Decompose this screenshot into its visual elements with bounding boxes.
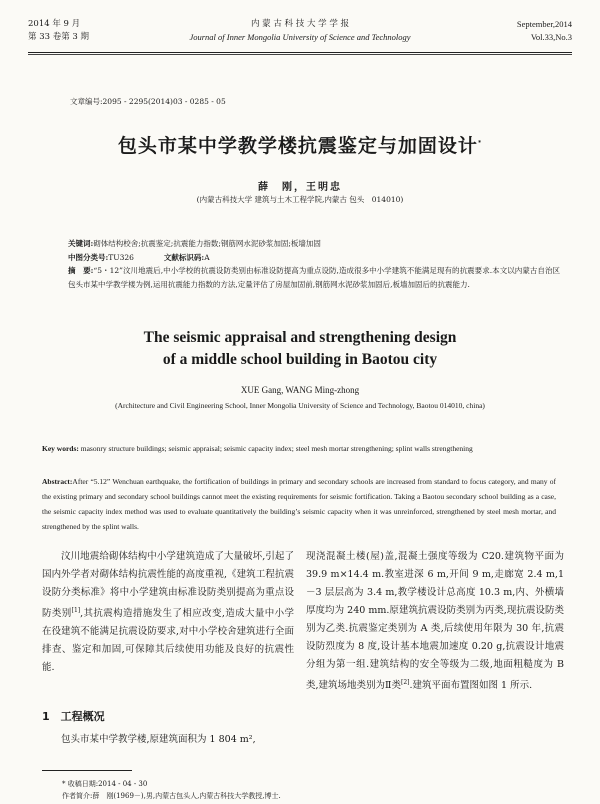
doc-code-value: A	[204, 253, 210, 262]
abstract-en-text: After “5.12” Wenchuan earthquake, the fortification of buildings in primary and secondary schools are increased from standard to focus category, and many of the existing primary and secondary school buildings cannot meet the existing requirements for seismic fortification. Taking a Baotou secondary school building as a case, the seismic capacity index method was used to evaluate quantitatively the building’s seismic capacity when it was unreinforced, strengthened by steel mesh mortar, and strengthened by the splint walls.	[42, 477, 556, 531]
right-column-paragraph	[306, 548, 564, 695]
header-rule	[28, 52, 572, 53]
body-right-column	[306, 548, 564, 695]
article-number: 文章编号:2095 - 2295(2014)03 - 0285 - 05	[70, 97, 226, 106]
title-zh	[0, 131, 600, 158]
section-1-heading: 1 工程概况	[42, 710, 105, 723]
footnote-rule	[42, 770, 132, 771]
doc-code-label: 文献标识码:	[163, 253, 205, 262]
journal-name-zh: 内 蒙 古 科 技 大 学 学 报	[250, 19, 350, 29]
body-left-column	[42, 548, 294, 677]
keywords-en	[42, 442, 556, 455]
intro-tail-text: ,其抗震构造措施发生了相应改变,造成大量中小学在役建筑不能满足抗震设防要求,对中小学校舍建筑进行全面排查、鉴定和加固,可保障其后续使用功能及良好的抗震性能.	[42, 608, 294, 674]
clc-value: TU326	[108, 253, 134, 262]
abstract-zh	[68, 264, 560, 292]
affiliation-zh: (内蒙古科技大学 建筑与土木工程学院,内蒙古 包头 014010)	[196, 195, 404, 204]
abstract-zh-label: 摘 要:	[68, 266, 94, 275]
keywords-zh-text: 砌体结构校舍;抗震鉴定;抗震能力指数;钢筋网水泥砂浆加固;板墙加固	[93, 239, 321, 248]
header-right	[517, 18, 572, 44]
keywords-en-text: masonry structure buildings; seismic appraisal; seismic capacity index; steel mesh mortar strengthening; splint walls strengthening	[80, 444, 473, 453]
journal-name-en: Journal of Inner Mongolia University of Science and Technology	[189, 32, 411, 42]
right-column-citation: [2]	[400, 679, 410, 686]
authors-zh: 薛 刚，王明忠	[258, 182, 342, 193]
title-footnote-mark: *	[477, 139, 483, 147]
intro-paragraph	[42, 548, 294, 677]
keywords-zh-label: 关键词:	[68, 239, 94, 248]
abstract-en	[42, 474, 556, 534]
issue-date-en: September,2014	[516, 19, 572, 29]
clc-label: 中图分类号:	[68, 253, 109, 262]
issue-date: 2014 年 9 月	[28, 19, 81, 29]
keywords-zh	[68, 238, 560, 249]
keywords-en-label: Key words:	[42, 444, 79, 453]
abstract-zh-text: “5・12”汶川地震后,中小学校的抗震设防类别由标准设防提高为重点设防,造成很多中小学建筑不能满足现有的抗震要求.本文以内蒙古自治区包头市某中学教学楼为例,运用抗震能力指数的方法,定量评估了房屋加固前,钢筋网水泥砂浆加固后,板墙加固后的抗震能力.	[68, 266, 560, 289]
journal-header	[28, 18, 572, 56]
title-en-line2: of a middle school building in Baotou city	[162, 351, 438, 368]
title-en-line1: The seismic appraisal and strengthening design	[143, 329, 457, 346]
footnote-received: * 收稿日期:2014 - 04 - 30	[62, 780, 148, 788]
title-zh-text: 包头市某中学教学楼抗震鉴定与加固设计	[117, 135, 478, 157]
right-column-text: 现浇混凝土楼(屋)盖,混凝土强度等级为 C20.建筑物平面为 39.9 m×14.4 m.教室进深 6 m,开间 9 m,走廊宽 2.4 m,1－3 层层高为 3.4 m,教学楼设计总高度 10.3 m,内、外横墙厚度均为 240 mm.原建筑抗震设防类别为丙类,现抗震设防类别为乙类.抗震鉴定类别为 A 类,后续使用年限为 30 年,抗震设防烈度为 8 度,设计基本地震加速度 0.20 g,抗震设计地震分组为第一组.建筑结构的安全等级为二级,地面粗糙度为 B 类,建筑场地类别为Ⅱ类	[306, 551, 564, 692]
header-rule-thin	[28, 54, 572, 55]
affiliation-en: (Architecture and Civil Engineering School, Inner Mongolia University of Science and Technology, Baotou 014010, china)	[115, 401, 485, 410]
section-1-paragraph: 包头市某中学教学楼,原建筑面积为 1 804 m²,	[61, 734, 256, 745]
abstract-en-label: Abstract:	[42, 477, 73, 486]
authors-en: XUE Gang, WANG Ming-zhong	[240, 385, 360, 395]
intro-text: 汶川地震给砌体结构中小学建筑造成了大量破坏,引起了国内外学者对砌体结构抗震性能的高度重视,《建筑工程抗震设防分类标准》将中小学建筑由标准设防类别提高为重点设防类别	[42, 551, 294, 620]
title-en	[0, 327, 600, 371]
volume-issue-en: Vol.33,No.3	[530, 32, 572, 42]
classification	[68, 252, 560, 263]
right-column-tail: .建筑平面布置图如图 1 所示.	[409, 680, 533, 692]
intro-citation: [1]	[71, 607, 81, 614]
volume-issue: 第 33 卷第 3 期	[28, 32, 90, 42]
footnote-author: 作者简介:薛 刚(1969－),男,内蒙古包头人,内蒙古科技大学教授,博士.	[62, 792, 281, 800]
header-center	[28, 18, 572, 44]
